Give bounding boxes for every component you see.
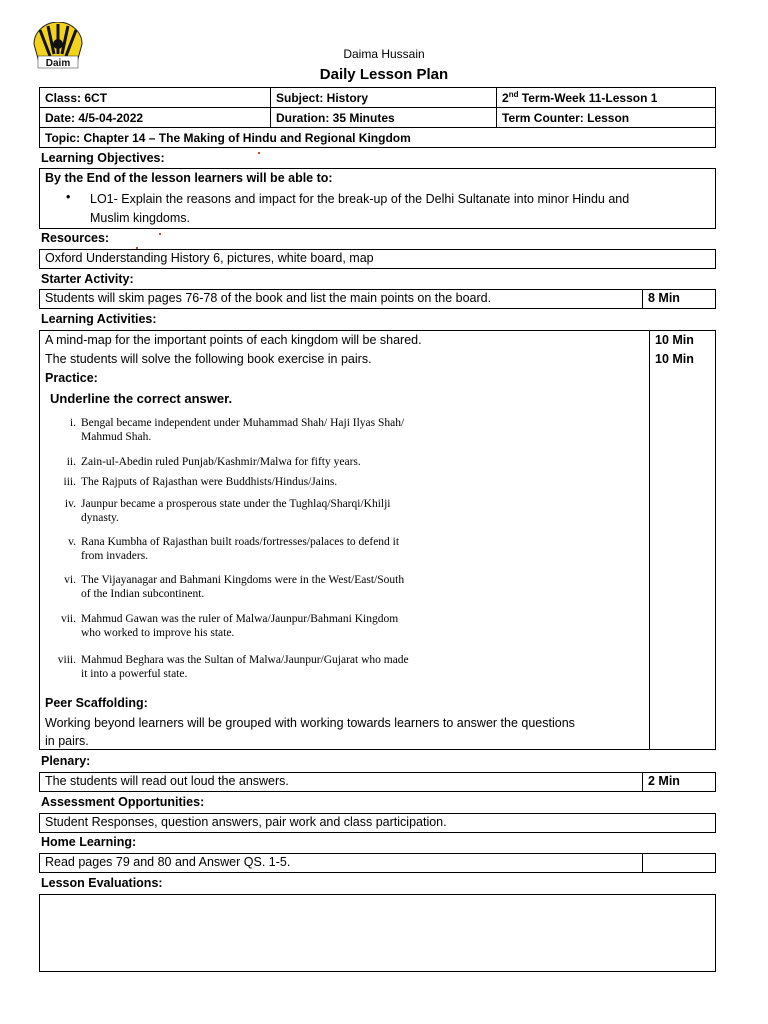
exercise-item-continued: who worked to improve his state. <box>81 627 235 639</box>
objective-lo1-line1: LO1- Explain the reasons and impact for the break-up of the Delhi Sultanate into minor Hindu and <box>90 192 630 206</box>
assessment-box <box>39 813 716 833</box>
home-learning-text: Read pages 79 and 80 and Answer QS. 1-5. <box>40 854 643 872</box>
exercise-item-number: v. <box>68 536 76 548</box>
exercise-item-text: Mahmud Gawan was the ruler of Malwa/Jaunpur/Bahmani Kingdom <box>81 613 399 625</box>
activities-label: Learning Activities: <box>41 312 157 326</box>
practice-label: Practice: <box>45 371 98 385</box>
exercise-item <box>52 497 472 525</box>
document-title: Daily Lesson Plan <box>319 66 449 83</box>
starter-time: 8 Min <box>648 291 680 305</box>
exercise-item-text: Bengal became independent under Muhammad Shah/ Haji Ilyas Shah/ <box>81 417 405 429</box>
resources-text: Oxford Understanding History 6, pictures, white board, map <box>45 251 374 265</box>
lesson-info-table <box>39 87 716 148</box>
date-cell: Date: 4/5-04-2022 <box>40 108 271 128</box>
plenary-time: 2 Min <box>648 774 680 788</box>
activity-line1: A mind-map for the important points of each kingdom will be shared. <box>45 333 422 347</box>
starter-label: Starter Activity: <box>41 272 134 286</box>
exercise-item-continued: it into a powerful state. <box>81 668 188 680</box>
peer-scaffolding-line1: Working beyond learners will be grouped with working towards learners to answer the questions <box>45 716 575 730</box>
exercise-item-continued: from invaders. <box>81 550 149 562</box>
exercise-item <box>52 535 472 563</box>
term-number: 2 <box>502 91 509 105</box>
peer-scaffolding-line2: in pairs. <box>45 734 89 748</box>
exercise-item <box>52 416 472 444</box>
evaluation-box[interactable] <box>39 894 716 972</box>
exercise-item-number: viii. <box>57 654 76 666</box>
exercise-item-number: vii. <box>60 613 76 625</box>
exercise-item <box>52 455 472 469</box>
logo-text: Daim <box>45 58 71 69</box>
exercise-title: Underline the correct answer. <box>50 391 233 406</box>
peer-scaffolding-text <box>45 714 645 750</box>
objective-bullet: • <box>66 190 71 204</box>
home-learning-label: Home Learning: <box>41 835 137 849</box>
author-name: Daima Hussain <box>343 47 425 61</box>
exercise-item-continued: Mahmud Shah. <box>81 431 152 443</box>
class-cell: Class: 6CT <box>40 88 271 108</box>
exercise-item-number: iii. <box>63 476 76 488</box>
exercise-item-number: ii. <box>66 456 76 468</box>
starter-box <box>39 289 716 309</box>
assessment-text: Student Responses, question answers, pair work and class participation. <box>45 815 447 829</box>
activity-time2: 10 Min <box>655 352 694 366</box>
peer-scaffolding-label: Peer Scaffolding: <box>45 696 148 710</box>
assessment-label: Assessment Opportunities: <box>41 795 205 809</box>
exercise-item-text: The Rajputs of Rajasthan were Buddhists/Hindus/Jains. <box>81 476 338 488</box>
objectives-label: Learning Objectives: <box>41 151 165 165</box>
term-cell <box>497 88 716 108</box>
term-counter-cell: Term Counter: Lesson <box>497 108 716 128</box>
exercise-block <box>40 389 480 689</box>
exercise-item <box>52 653 472 681</box>
exercise-item-continued: of the Indian subcontinent. <box>81 588 205 600</box>
plenary-box <box>39 772 716 792</box>
home-learning-box <box>39 853 716 873</box>
plenary-label: Plenary: <box>41 754 91 768</box>
activity-time1: 10 Min <box>655 333 694 347</box>
term-week-lesson: Term-Week 11-Lesson 1 <box>518 91 658 105</box>
exercise-item-text: Zain-ul-Abedin ruled Punjab/Kashmir/Malwa for fifty years. <box>81 456 361 468</box>
objectives-intro: By the End of the lesson learners will be able to: <box>45 171 333 185</box>
objective-lo1 <box>90 190 629 228</box>
plenary-text: The students will read out loud the answers. <box>40 773 643 791</box>
exercise-item-text: Rana Kumbha of Rajasthan built roads/fortresses/palaces to defend it <box>81 536 400 548</box>
exercise-item-text: Mahmud Beghara was the Sultan of Malwa/Jaunpur/Gujarat who made <box>81 654 409 666</box>
evaluation-label: Lesson Evaluations: <box>41 876 163 890</box>
exercise-item-text: The Vijayanagar and Bahmani Kingdoms were in the West/East/South <box>81 574 405 586</box>
exercise-item-text: Jaunpur became a prosperous state under the Tughlaq/Sharqi/Khilji <box>81 498 391 510</box>
exercise-item-continued: dynasty. <box>81 512 119 524</box>
stray-mark <box>159 233 161 235</box>
activities-box <box>39 330 716 750</box>
topic-cell: Topic: Chapter 14 – The Making of Hindu and Regional Kingdom <box>40 128 716 148</box>
stray-mark <box>258 152 260 154</box>
activities-divider <box>649 331 650 749</box>
exercise-item-number: i. <box>69 417 76 429</box>
starter-text: Students will skim pages 76-78 of the book and list the main points on the board. <box>40 290 643 308</box>
resources-label: Resources: <box>41 231 110 245</box>
activity-line2: The students will solve the following book exercise in pairs. <box>45 352 372 366</box>
resources-box <box>39 249 716 269</box>
duration-cell: Duration: 35 Minutes <box>271 108 497 128</box>
objectives-box <box>39 168 716 229</box>
exercise-item <box>52 573 472 601</box>
exercise-item-number: vi. <box>64 574 76 586</box>
home-learning-time <box>643 854 715 872</box>
exercise-item <box>52 475 472 489</box>
term-suffix: nd <box>508 90 519 99</box>
exercise-item <box>52 612 472 640</box>
exercise-item-number: iv. <box>64 498 76 510</box>
subject-cell: Subject: History <box>271 88 497 108</box>
objective-lo1-line2: Muslim kingdoms. <box>90 211 191 225</box>
